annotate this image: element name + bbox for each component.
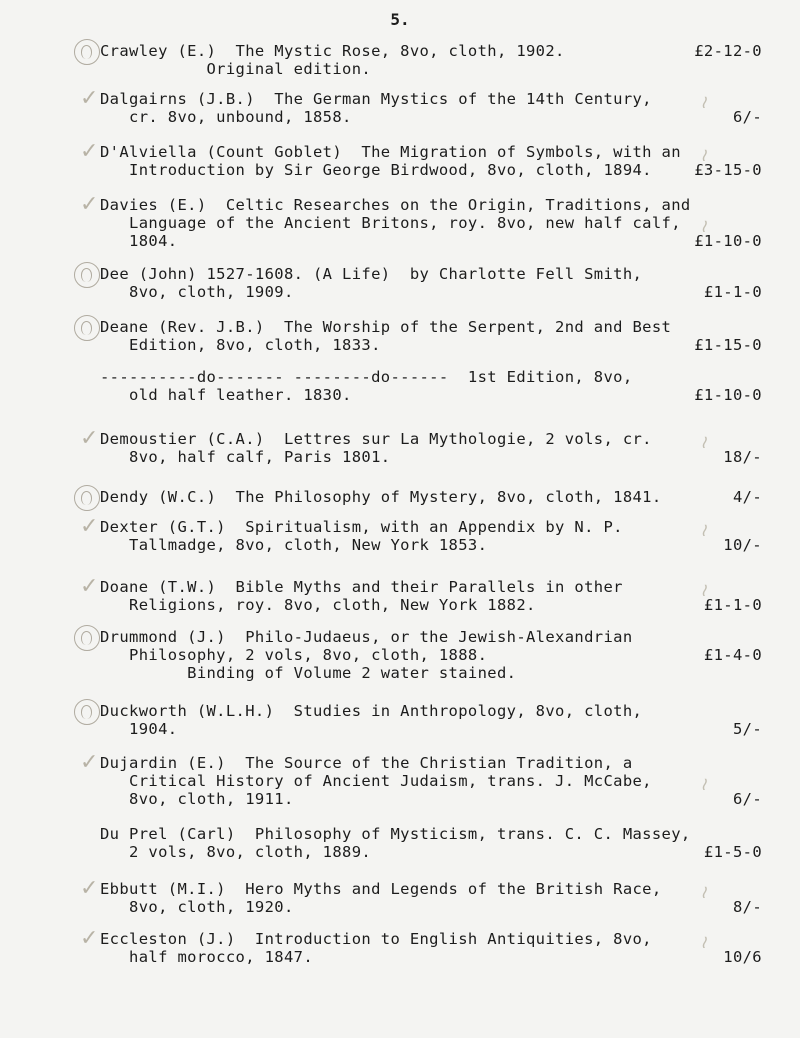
- tick-mark-icon: ✓: [80, 426, 99, 451]
- entry-line: D'Alviella (Count Goblet) The Migration of Symbols, with an: [100, 143, 681, 161]
- entry-price: 8/-: [732, 898, 762, 916]
- circle-mark-icon: [74, 315, 100, 341]
- pencil-scribble-icon: ≀: [700, 216, 707, 237]
- entry-line: 8vo, cloth, 1909.: [100, 283, 294, 301]
- tick-mark-icon: ✓: [80, 139, 99, 164]
- entry-price: 10/-: [723, 536, 762, 554]
- entry-line: old half leather. 1830.: [100, 386, 352, 404]
- entry-line: Demoustier (C.A.) Lettres sur La Mythologie, 2 vols, cr.: [100, 430, 652, 448]
- pencil-scribble-icon: ≀: [700, 520, 707, 541]
- entry-line: Deane (Rev. J.B.) The Worship of the Serpent, 2nd and Best: [100, 318, 672, 336]
- entry-line: 8vo, half calf, Paris 1801.: [100, 448, 391, 466]
- entry-line: Introduction by Sir George Birdwood, 8vo, cloth, 1894.: [100, 161, 652, 179]
- tick-mark-icon: ✓: [80, 750, 99, 775]
- pencil-scribble-icon: ≀: [700, 145, 707, 166]
- entry-line: Dexter (G.T.) Spiritualism, with an Appendix by N. P.: [100, 518, 623, 536]
- entry-price: £1-4-0: [703, 646, 762, 664]
- entry-line: Dee (John) 1527-1608. (A Life) by Charlotte Fell Smith,: [100, 265, 643, 283]
- circle-mark-icon: [74, 39, 100, 65]
- circle-mark-icon: [74, 699, 100, 725]
- entry-price: 10/6: [723, 948, 762, 966]
- entry-line: Original edition.: [100, 60, 372, 78]
- entry-price: 4/-: [732, 488, 762, 506]
- entry-price: £1-15-0: [694, 336, 762, 354]
- entry-line: Dujardin (E.) The Source of the Christian Tradition, a: [100, 754, 633, 772]
- entry-line: half morocco, 1847.: [100, 948, 313, 966]
- entry-line: cr. 8vo, unbound, 1858.: [100, 108, 352, 126]
- entry-price: £1-1-0: [703, 283, 762, 301]
- circle-mark-icon: [74, 262, 100, 288]
- tick-mark-icon: ✓: [80, 192, 99, 217]
- entry-line: Drummond (J.) Philo-Judaeus, or the Jewish-Alexandrian: [100, 628, 633, 646]
- entry-line: 8vo, cloth, 1911.: [100, 790, 294, 808]
- entry-line: Critical History of Ancient Judaism, trans. J. McCabe,: [100, 772, 652, 790]
- entry-line: Davies (E.) Celtic Researches on the Origin, Traditions, and: [100, 196, 691, 214]
- tick-mark-icon: ✓: [80, 574, 99, 599]
- circle-mark-icon: [74, 485, 100, 511]
- entry-line: Philosophy, 2 vols, 8vo, cloth, 1888.: [100, 646, 488, 664]
- entry-line: Crawley (E.) The Mystic Rose, 8vo, cloth, 1902.: [100, 42, 565, 60]
- pencil-scribble-icon: ≀: [700, 432, 707, 453]
- entry-line: 1804.: [100, 232, 178, 250]
- entry-line: ----------do------- --------do------ 1st Edition, 8vo,: [100, 368, 633, 386]
- entry-line: Edition, 8vo, cloth, 1833.: [100, 336, 381, 354]
- entry-line: Binding of Volume 2 water stained.: [100, 664, 517, 682]
- entry-price: 6/-: [732, 790, 762, 808]
- entry-price: £3-15-0: [694, 161, 762, 179]
- entry-line: 8vo, cloth, 1920.: [100, 898, 294, 916]
- entry-price: 18/-: [723, 448, 762, 466]
- entry-price: £1-10-0: [694, 232, 762, 250]
- entry-price: £2-12-0: [694, 42, 762, 60]
- entry-line: 2 vols, 8vo, cloth, 1889.: [100, 843, 372, 861]
- entry-line: Tallmadge, 8vo, cloth, New York 1853.: [100, 536, 488, 554]
- entry-line: Dendy (W.C.) The Philosophy of Mystery, 8vo, cloth, 1841.: [100, 488, 662, 506]
- tick-mark-icon: ✓: [80, 926, 99, 951]
- entry-line: Du Prel (Carl) Philosophy of Mysticism, trans. C. C. Massey,: [100, 825, 691, 843]
- entry-line: Dalgairns (J.B.) The German Mystics of the 14th Century,: [100, 90, 652, 108]
- entry-line: Ebbutt (M.I.) Hero Myths and Legends of the British Race,: [100, 880, 662, 898]
- pencil-scribble-icon: ≀: [700, 92, 707, 113]
- pencil-scribble-icon: ≀: [700, 774, 707, 795]
- entry-price: £1-1-0: [703, 596, 762, 614]
- tick-mark-icon: ✓: [80, 514, 99, 539]
- entry-line: Duckworth (W.L.H.) Studies in Anthropology, 8vo, cloth,: [100, 702, 643, 720]
- entry-line: Religions, roy. 8vo, cloth, New York 1882.: [100, 596, 536, 614]
- entry-line: Language of the Ancient Britons, roy. 8vo, new half calf,: [100, 214, 681, 232]
- entry-price: 6/-: [732, 108, 762, 126]
- entry-price: £1-5-0: [703, 843, 762, 861]
- entry-line: 1904.: [100, 720, 178, 738]
- pencil-scribble-icon: ≀: [700, 932, 707, 953]
- page-number: 5.: [390, 10, 410, 29]
- entry-line: Eccleston (J.) Introduction to English Antiquities, 8vo,: [100, 930, 652, 948]
- pencil-scribble-icon: ≀: [700, 882, 707, 903]
- tick-mark-icon: ✓: [80, 876, 99, 901]
- entry-price: 5/-: [732, 720, 762, 738]
- circle-mark-icon: [74, 625, 100, 651]
- pencil-scribble-icon: ≀: [700, 580, 707, 601]
- entry-price: £1-10-0: [694, 386, 762, 404]
- entry-line: Doane (T.W.) Bible Myths and their Parallels in other: [100, 578, 623, 596]
- tick-mark-icon: ✓: [80, 86, 99, 111]
